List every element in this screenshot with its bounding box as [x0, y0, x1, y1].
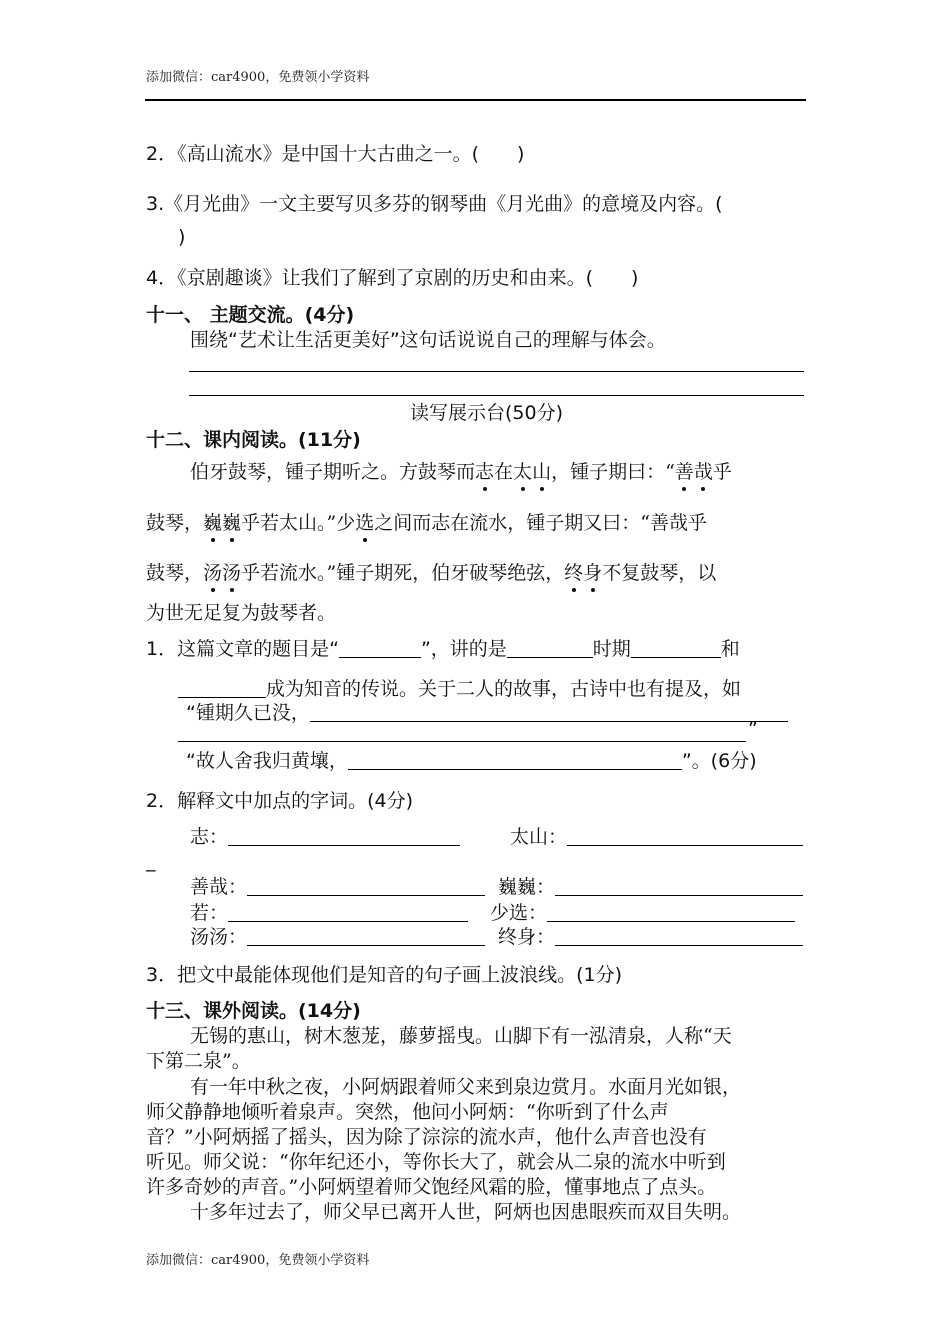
word-tangtang: 汤汤： [190, 922, 485, 949]
s12-q1-line-1: 1．这篇文章的题目是“ ”，讲的是 时期 和 [146, 638, 740, 660]
word-zhi: 志： [190, 822, 460, 849]
dotted-char-wei2: 巍 [222, 508, 241, 535]
dotted-char-tang1: 汤 [203, 558, 222, 585]
dotted-char-tai: 太 [513, 457, 532, 484]
blank-shanzai[interactable] [247, 876, 485, 896]
word-shaoxuan: 少选： [490, 898, 795, 925]
judge-q3-paren: ) [178, 226, 186, 248]
word-ruo: 若： [190, 898, 468, 925]
reading-line-2: 下第二泉”。 [146, 1050, 251, 1072]
blank-taishan[interactable] [567, 826, 803, 846]
dotted-char-shan2: 善 [675, 457, 694, 484]
dotted-char-zhi: 志 [475, 457, 494, 484]
blank-ruo[interactable] [228, 902, 468, 922]
header-rule [145, 99, 806, 101]
blank-person-1[interactable] [631, 638, 721, 658]
s12-q1-line-3: “锺期久已没， [186, 698, 788, 725]
s12-q3: 3．把文中最能体现他们是知音的句子画上波浪线。(1分) [146, 964, 623, 986]
section-11-prompt: 围绕“艺术让生活更美好”这句话说说自己的理解与体会。 [190, 329, 666, 351]
word-weiwei: 巍巍： [498, 872, 803, 899]
blank-zhongshen[interactable] [555, 926, 803, 946]
passage-line-1: 伯牙鼓琴，锺子期听之。方鼓琴而志在太山，锺子期曰：“善哉乎 [190, 457, 732, 484]
blank-shaoxuan[interactable] [547, 902, 795, 922]
s12-q1-line-4: “故人舍我归黄壤， ”。(6分) [186, 750, 757, 772]
blank-poem-1b[interactable] [178, 741, 746, 742]
dotted-char-xuan: 选 [355, 508, 374, 535]
blank-tangtang[interactable] [247, 926, 485, 946]
judge-q2: 2．《高山流水》是中国十大古曲之一。( ) [146, 143, 525, 165]
dotted-char-shen: 身 [583, 558, 602, 585]
passage-line-2: 鼓琴，巍巍乎若太山。”少选之间而志在流水，锺子期又曰：“善哉乎 [146, 508, 707, 535]
dotted-char-zhong: 终 [564, 558, 583, 585]
passage-line-3: 鼓琴，汤汤乎若流水。”锺子期死，伯牙破琴绝弦，终身不复鼓琴，以 [146, 558, 716, 585]
dotted-char-zai: 哉 [694, 457, 713, 484]
s12-q2: 2．解释文中加点的字词。(4分) [146, 790, 414, 812]
passage-line-4: 为世无足复为鼓琴者。 [146, 602, 337, 624]
dotted-char-wei1: 巍 [203, 508, 222, 535]
judge-q4: 4．《京剧趣谈》让我们了解到了京剧的历史和由来。( ) [146, 267, 639, 289]
blank-person-2[interactable] [178, 678, 266, 698]
answer-line-1[interactable] [189, 371, 804, 372]
s12-q1-line-2: 成为知音的传说。关于二人的故事，古诗中也有提及，如 [178, 674, 741, 701]
footer-note: 添加微信：car4900，免费领小学资料 [146, 1253, 370, 1268]
blank-period[interactable] [507, 638, 593, 658]
section-12-title: 十二、课内阅读。(11分) [146, 429, 361, 451]
blank-zhi[interactable] [228, 826, 460, 846]
stray-dash: _ [146, 850, 156, 872]
blank-poem-1a[interactable] [310, 702, 788, 722]
reading-line-4: 师父静静地倾听着泉声。突然，他问小阿炳：“你听到了什么声 [146, 1101, 669, 1123]
reading-line-3: 有一年中秋之夜，小阿炳跟着师父来到泉边赏月。水面月光如银， [190, 1076, 742, 1098]
quote-close: ” [748, 718, 758, 740]
dotted-char-tang2: 汤 [222, 558, 241, 585]
header-note: 添加微信：car4900，免费领小学资料 [146, 70, 370, 85]
word-taishan: 太山： [510, 822, 803, 849]
blank-poem-2[interactable] [348, 750, 682, 770]
showcase-title: 读写展示台(50分) [410, 402, 564, 424]
reading-line-8: 十多年过去了，师父早已离开人世，阿炳也因患眼疾而双目失明。 [190, 1201, 742, 1223]
blank-title[interactable] [339, 638, 421, 658]
reading-line-7: 许多奇妙的声音。”小阿炳望着师父饱经风霜的脸，懂事地点了点头。 [146, 1176, 717, 1198]
section-13-title: 十三、课外阅读。(14分) [146, 1000, 361, 1022]
reading-line-5: 音？”小阿炳摇了摇头，因为除了淙淙的流水声，他什么声音也没有 [146, 1126, 707, 1148]
reading-line-1: 无锡的惠山，树木葱茏，藤萝摇曳。山脚下有一泓清泉，人称“天 [190, 1025, 732, 1047]
word-shanzai: 善哉： [190, 872, 485, 899]
blank-weiwei[interactable] [555, 876, 803, 896]
judge-q3: 3.《月光曲》一文主要写贝多芬的钢琴曲《月光曲》的意境及内容。( [146, 193, 723, 215]
answer-line-2[interactable] [189, 395, 804, 396]
section-11-title: 十一、 主题交流。(4分) [146, 304, 355, 326]
word-zhongshen: 终身： [498, 922, 803, 949]
reading-line-6: 听见。师父说：“你年纪还小，等你长大了，就会从二泉的流水中听到 [146, 1151, 726, 1173]
dotted-char-shan: 山 [532, 457, 551, 484]
